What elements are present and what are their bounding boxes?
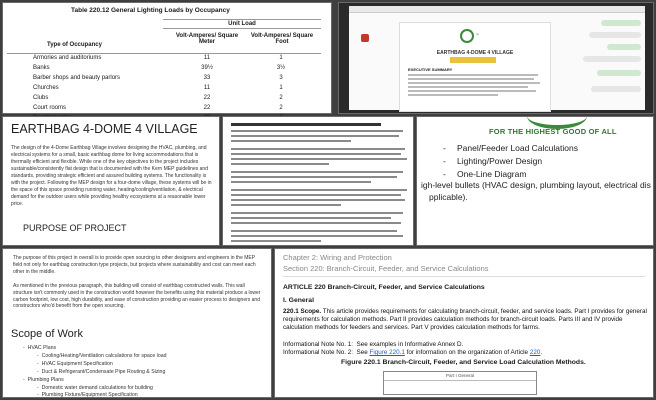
bullet-item: - One-Line Diagram bbox=[443, 169, 527, 179]
cell-sqft: 3½ bbox=[276, 65, 286, 71]
scope-paragraph bbox=[283, 308, 649, 332]
bullet-tail-line: pplicable). bbox=[429, 192, 468, 202]
nec-article-tile bbox=[274, 248, 654, 398]
cell-sqft: 1 bbox=[279, 55, 283, 61]
cell-type: Churches bbox=[33, 85, 59, 91]
text-line bbox=[231, 194, 401, 196]
table-caption: Table 220.12 General Lighting Loads by Occupancy bbox=[71, 7, 230, 14]
hvac-subitem: - Cooling/Heating/Ventilation calculations for space load bbox=[37, 353, 167, 359]
presentation-screen-tile bbox=[338, 2, 654, 114]
chapter-title: Chapter 2: Wiring and Protection bbox=[283, 253, 392, 262]
unit-load-header: Unit Load bbox=[163, 19, 321, 29]
cell-sqft: 3 bbox=[279, 75, 283, 81]
plumbing-plans-label: Plumbing Plans bbox=[27, 377, 64, 383]
col-type-header: Type of Occupancy bbox=[47, 42, 102, 48]
deliverables-tile bbox=[416, 116, 654, 246]
logo-arc-icon bbox=[527, 103, 587, 129]
cell-sqm: 33 bbox=[203, 75, 211, 81]
article-link[interactable]: 220 bbox=[529, 349, 541, 356]
table-row bbox=[7, 85, 321, 95]
text-line bbox=[231, 171, 403, 173]
bullet-item: - Panel/Feeder Load Calculations bbox=[443, 143, 578, 153]
scope-heading: Scope of Work bbox=[11, 328, 83, 340]
col-sqm-header: Volt-Amperes/ Square Meter bbox=[175, 33, 239, 45]
figure-caption: Figure 220.1 Branch-Circuit, Feeder, and Service Load Calculation Methods. bbox=[341, 359, 586, 366]
text-line bbox=[231, 148, 405, 150]
text-line bbox=[408, 78, 534, 80]
subitem-label: Domestic water demand calculations for building bbox=[41, 385, 153, 391]
table-row bbox=[7, 95, 321, 105]
scope-label: 220.1 Scope. bbox=[283, 308, 322, 315]
text-line bbox=[231, 235, 403, 237]
table-row bbox=[7, 65, 321, 75]
table-column-headers bbox=[7, 31, 321, 54]
bullet-label: Panel/Feeder Load Calculations bbox=[457, 143, 578, 153]
text-line bbox=[408, 86, 528, 88]
text-line bbox=[231, 176, 397, 178]
section-title: Section 220: Branch-Circuit, Feeder, and Service Calculations bbox=[283, 264, 489, 273]
table-row bbox=[7, 105, 321, 115]
cell-sqm: 39½ bbox=[201, 65, 213, 71]
record-button[interactable] bbox=[361, 34, 369, 42]
informational-note-2 bbox=[283, 349, 542, 356]
subitem-label: Duct & Refrigerant/Condensate Pipe Routing & Sizing bbox=[41, 369, 166, 375]
bullet-label: Lighting/Power Design bbox=[457, 156, 543, 166]
chat-bubble bbox=[607, 44, 641, 50]
table-row bbox=[7, 75, 321, 85]
screen-window bbox=[349, 6, 645, 110]
part-heading: I. General bbox=[283, 297, 314, 304]
hvac-plans-label: HVAC Plans bbox=[27, 345, 57, 351]
hvac-subitem: - HVAC Equipment Specification bbox=[37, 361, 113, 367]
article-title: ARTICLE 220 Branch-Circuit, Feeder, and Service Calculations bbox=[283, 284, 485, 291]
chat-bubble bbox=[597, 70, 641, 76]
plumbing-subitem: - Plumbing Fixture/Equipment Specification bbox=[37, 392, 138, 398]
doc-preview-section: EXECUTIVE SUMMARY bbox=[408, 67, 453, 72]
logo-ring-icon bbox=[460, 29, 474, 43]
project-intro-tile bbox=[2, 116, 220, 246]
purpose-paragraph: The purpose of this project in overall is to provide open sourcing to other designers and engineers in the MEP field not only for earthbag construction type projects, but projects where sustainability and cost can meet each other in the middle. bbox=[13, 255, 256, 275]
note-text-post: . bbox=[540, 349, 543, 356]
text-line bbox=[231, 230, 397, 232]
scope-text: This article provides requirements for calculating branch-circuit, feeder, and service loads. Part I provides for general requirements for calculation methods. Part II provides calculation methods for branch-circuit loads. Parts III and IV provide calculation methods for feeders and services. Part V provides calculation methods for farms. bbox=[283, 308, 647, 331]
bullet-tail-line: igh-level bullets (HVAC design, plumbing layout, electrical dis bbox=[421, 180, 651, 190]
doc-preview-banner bbox=[450, 57, 496, 63]
note-label: Informational Note No. 2: bbox=[283, 349, 354, 356]
subitem-label: HVAC Equipment Specification bbox=[41, 361, 113, 367]
window-toolbar bbox=[349, 6, 645, 13]
table-body bbox=[7, 55, 321, 125]
subitem-label: Plumbing Fixture/Equipment Specification bbox=[41, 392, 138, 398]
dense-document-tile bbox=[222, 116, 414, 246]
text-line bbox=[231, 135, 399, 137]
text-line bbox=[231, 222, 401, 224]
lighting-load-table-tile bbox=[2, 2, 332, 114]
chat-bubble bbox=[601, 20, 641, 26]
text-line bbox=[231, 153, 401, 155]
chat-bubble bbox=[583, 56, 641, 62]
cell-type: Court rooms bbox=[33, 105, 67, 111]
cell-sqm: 22 bbox=[203, 95, 211, 101]
table-row bbox=[7, 55, 321, 65]
text-line bbox=[231, 123, 381, 126]
text-line bbox=[231, 204, 341, 206]
col-sqft-header: Volt-Amperes/ Square Foot bbox=[250, 33, 314, 45]
chat-bubble bbox=[591, 86, 641, 92]
cell-sqm: 11 bbox=[203, 85, 211, 91]
subitem-label: Cooling/Heating/Ventilation calculations for space load bbox=[41, 353, 167, 359]
chat-bubble bbox=[589, 32, 641, 38]
cell-type: Banks bbox=[33, 65, 50, 71]
hvac-plans-item: - HVAC Plans bbox=[23, 345, 57, 351]
text-line bbox=[231, 217, 391, 219]
logo-mark: ~ bbox=[476, 32, 479, 38]
diagram-box-label: Part I General bbox=[445, 373, 474, 378]
doc-preview-title: EARTHBAG 4-DOME 4 VILLAGE bbox=[436, 50, 514, 56]
cell-sqft: 2 bbox=[279, 105, 283, 111]
text-line bbox=[231, 130, 403, 132]
project-title: EARTHBAG 4-DOME 4 VILLAGE bbox=[11, 122, 198, 136]
cell-type: Clubs bbox=[33, 95, 49, 101]
cell-sqft: 1 bbox=[279, 85, 283, 91]
hvac-subitem: - Duct & Refrigerant/Condensate Pipe Routing & Sizing bbox=[37, 369, 166, 375]
intro-paragraph: The design of the 4-Dome Earthbag Village involves designing the HVAC, plumbing, and electrical systems for a small, basic earthbag dome for living accommodations that is thermally efficient and flexible. While one of the key objectives to the project includes sustainable/consistently flat design that is documented with the Kern MEP guidelines and standards, providing strategic efficient and assured building systems. The functionality is with the project. Following the MEP design for a four-dome village, these systems will be in the space of this space providing running water, heating/cooling/ventilation, & electrical demand for the outdoor users while providing healthy ecosystems at a reasonable lower price. bbox=[11, 145, 212, 207]
earthbag-paragraph: As mentioned in the previous paragraph, this building will consist of earthbag constructed walls. This wall structure isn't commonly used in the construction world however the benefits using this material produce a lower carbon footprint, low cost, high durability, and ease of construction providing an easier process to designers and constructors who'd benefit from the open sourcing. bbox=[13, 283, 261, 310]
text-line bbox=[231, 181, 371, 183]
cell-type: Barber shops and beauty parlors bbox=[33, 75, 121, 81]
informational-note-1 bbox=[283, 341, 463, 348]
text-line bbox=[231, 240, 321, 242]
cell-sqm: 11 bbox=[203, 55, 211, 61]
chat-panel bbox=[577, 16, 641, 106]
plumbing-subitem: - Domestic water demand calculations for building bbox=[37, 385, 153, 391]
document-preview[interactable] bbox=[399, 22, 551, 112]
note-label: Informational Note No. 1: bbox=[283, 341, 354, 348]
text-line bbox=[231, 158, 407, 160]
bullet-label: One-Line Diagram bbox=[457, 169, 527, 179]
text-line bbox=[231, 199, 405, 201]
cell-type: Armories and auditoriums bbox=[33, 55, 102, 61]
text-line bbox=[408, 94, 498, 96]
text-line bbox=[231, 212, 403, 214]
bullet-item: - Lighting/Power Design bbox=[443, 156, 543, 166]
text-line bbox=[231, 189, 407, 191]
purpose-heading: PURPOSE OF PROJECT bbox=[23, 223, 127, 233]
divider bbox=[283, 276, 645, 277]
cell-sqft: 2 bbox=[279, 95, 283, 101]
note-text-mid: for information on the organization of Article bbox=[404, 349, 530, 356]
note-text: See examples in Informative Annex D. bbox=[356, 341, 464, 348]
text-line bbox=[231, 163, 329, 165]
figure-diagram-box bbox=[383, 371, 537, 395]
cell-sqm: 22 bbox=[203, 105, 211, 111]
plumbing-plans-item: - Plumbing Plans bbox=[23, 377, 64, 383]
figure-link[interactable]: Figure 220.1 bbox=[369, 349, 405, 356]
text-line bbox=[408, 90, 536, 92]
text-line bbox=[231, 140, 351, 142]
text-line bbox=[408, 82, 540, 84]
slogan: FOR THE HIGHEST GOOD OF ALL bbox=[489, 127, 617, 136]
note-text-pre: See bbox=[356, 349, 370, 356]
scope-of-work-tile bbox=[2, 248, 272, 398]
text-line bbox=[408, 74, 538, 76]
